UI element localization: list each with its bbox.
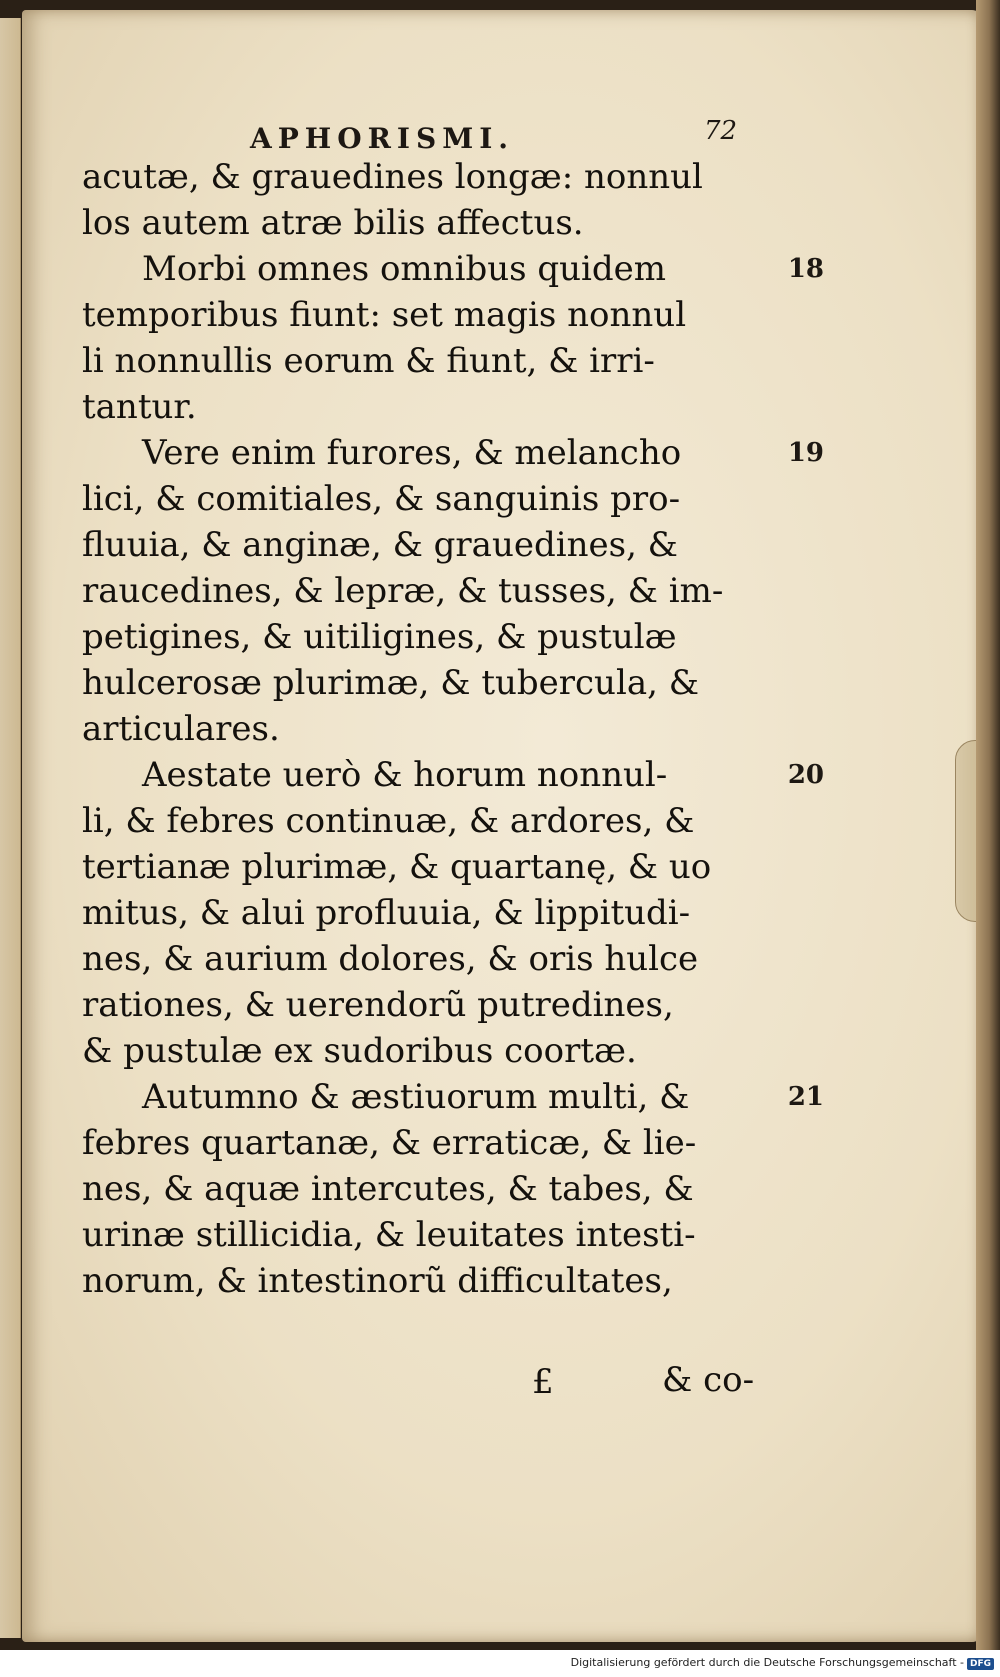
aphorism-number: 20 [787, 760, 824, 790]
text-line [82, 1212, 772, 1258]
line-text: Aestate uerò & horum nonnul- [142, 755, 668, 795]
line-text: Morbi omnes omnibus quidem [142, 249, 667, 289]
line-text: raucedines, & lepræ, & tusses, & im- [82, 571, 724, 611]
signature-mark: £ [532, 1362, 554, 1402]
line-text: lici, & comitiales, & sanguinis pro- [82, 479, 681, 519]
line-text: norum, & intestinorũ difficultates, [82, 1261, 673, 1301]
dfg-logo: DFG [967, 1658, 994, 1670]
line-text: hulcerosæ plurimæ, & tubercula, & [82, 663, 699, 703]
text-line [82, 246, 824, 292]
credit-text: Digitalisierung gefördert durch die Deutsche Forschungsgemeinschaft - [570, 1656, 964, 1669]
text-line [82, 936, 772, 982]
text-line [82, 154, 772, 200]
line-text: Autumno & æstiuorum multi, & [142, 1077, 690, 1117]
text-line [82, 338, 772, 384]
book-page [22, 10, 982, 1642]
text-line [82, 844, 772, 890]
line-text: acutæ, & grauedines longæ: nonnul [82, 157, 703, 197]
digitization-credit [571, 1656, 994, 1670]
text-line [82, 1258, 772, 1304]
previous-page-edge [0, 18, 21, 1638]
line-text: petigines, & uitiligines, & pustulæ [82, 617, 677, 657]
line-text: tertianæ plurimæ, & quartanę, & uo [82, 847, 712, 887]
running-head: APHORISMI. [250, 122, 515, 155]
line-text: tantur. [82, 387, 197, 427]
line-text: li, & febres continuæ, & ardores, & [82, 801, 695, 841]
text-line [82, 384, 772, 430]
line-text: mitus, & alui profluuia, & lippitudi- [82, 893, 691, 933]
line-text: Vere enim furores, & melancho [142, 433, 682, 473]
text-line [82, 752, 824, 798]
text-line [82, 430, 824, 476]
text-line [82, 200, 772, 246]
line-text: nes, & aurium dolores, & oris hulce [82, 939, 699, 979]
aphorism-number: 21 [787, 1082, 824, 1112]
text-line [82, 568, 772, 614]
text-line [82, 660, 772, 706]
line-text: los autem atræ bilis affectus. [82, 203, 584, 243]
line-text: nes, & aquæ intercutes, & tabes, & [82, 1169, 694, 1209]
aphorism-number: 18 [787, 254, 824, 284]
line-text: urinæ stillicidia, & leuitates intesti- [82, 1215, 696, 1255]
text-line [82, 1074, 824, 1120]
text-block [82, 154, 824, 1304]
text-line [82, 1120, 772, 1166]
book-fore-edge [976, 0, 1000, 1650]
text-line [82, 1166, 772, 1212]
line-text: fluuia, & anginæ, & grauedines, & [82, 525, 678, 565]
line-text: rationes, & uerendorũ putredines, [82, 985, 674, 1025]
text-line [82, 292, 772, 338]
text-line [82, 706, 772, 752]
text-line [82, 614, 772, 660]
text-line [82, 890, 772, 936]
line-text: temporibus fiunt: set magis nonnul [82, 295, 687, 335]
line-text: articulares. [82, 709, 280, 749]
text-line [82, 1028, 772, 1074]
line-text: & pustulæ ex sudoribus coortæ. [82, 1031, 637, 1071]
text-line [82, 982, 772, 1028]
line-text: febres quartanæ, & erraticæ, & lie- [82, 1123, 697, 1163]
text-line [82, 798, 772, 844]
page-number: 72 [704, 116, 738, 146]
text-line [82, 522, 772, 568]
text-line [82, 476, 772, 522]
line-text: li nonnullis eorum & fiunt, & irri- [82, 341, 655, 381]
catchword: & co- [662, 1360, 755, 1400]
aphorism-number: 19 [787, 438, 824, 468]
